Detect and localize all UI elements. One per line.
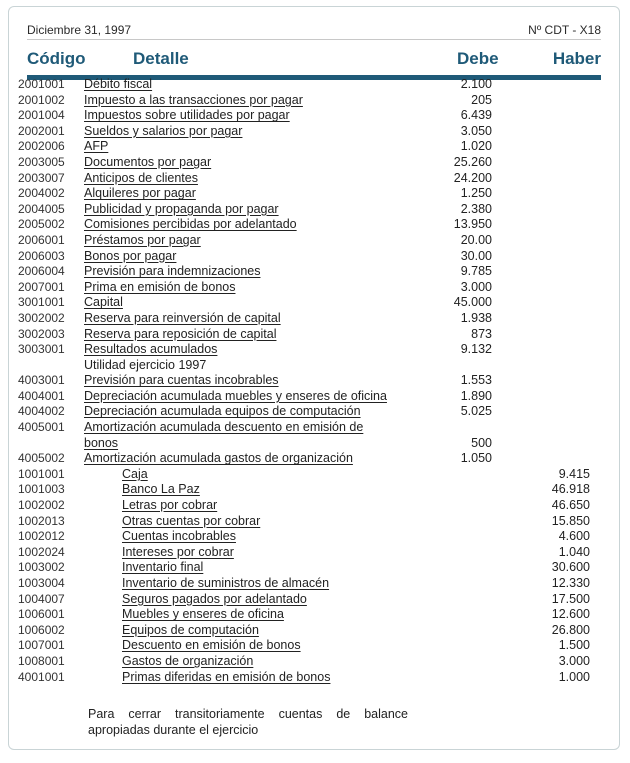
table-row [18,654,594,670]
document-header [27,19,601,40]
account-detail: Documentos por pagar [84,154,212,169]
table-row [18,607,594,623]
account-detail: Otras cuentas por cobrar [122,513,261,528]
table-row [18,280,594,296]
account-code: 4005002 [18,451,65,466]
table-row [18,93,594,109]
debit-amount: 25.260 [453,154,492,169]
debit-amount: 1.020 [460,139,492,154]
account-code: 2006004 [18,264,65,279]
account-detail: Inventario final [122,560,204,575]
account-code: 1002012 [18,529,65,544]
debit-amount: 1.250 [460,186,492,201]
account-detail: Impuesto a las transacciones por pagar [84,92,303,107]
table-row [18,592,594,608]
table-row [18,482,594,498]
account-detail: Caja [122,466,148,481]
account-detail: Seguros pagados por adelantado [122,591,307,606]
table-row [18,529,594,545]
account-code: 1006001 [18,607,65,622]
account-code: 2007001 [18,279,65,294]
table-row [18,467,594,483]
debit-amount: 2.100 [460,77,492,91]
account-detail: Reserva para reposición de capital [84,326,277,341]
account-detail: Publicidad y propaganda por pagar [84,201,279,216]
account-code: 2001004 [18,108,65,123]
account-code: 2004002 [18,186,65,201]
debit-amount: 1.938 [460,310,492,325]
credit-amount: 12.330 [551,576,590,590]
table-row [18,77,594,93]
closing-note: Para cerrar transitoriamente cuentas de balance apropiadas durante el ejercicio [88,707,408,737]
table-row [18,233,594,249]
account-code: 1001001 [18,466,65,481]
account-detail: Sueldos y salarios por pagar [84,123,243,138]
table-row [18,623,594,639]
credit-amount: 1.500 [558,638,590,653]
table-row [18,327,594,343]
debit-amount: 1.890 [460,388,492,403]
account-code: 1002002 [18,498,65,513]
table-row [18,358,594,374]
account-detail: Capital [84,295,123,310]
table-row [18,249,594,265]
account-detail: Reserva para reinversión de capital [84,310,281,325]
table-row [18,171,594,187]
table-row [18,389,594,405]
account-detail: Letras por cobrar [122,498,218,513]
journal-rows [18,77,594,685]
account-code: 1004007 [18,591,65,606]
account-code: 1003002 [18,560,65,575]
debit-amount: 9.785 [460,264,492,279]
credit-amount: 1.000 [558,669,590,684]
account-detail: Previsión para cuentas incobrables [84,373,279,388]
debit-amount: 2.380 [460,201,492,216]
debit-amount: 30.00 [460,248,492,263]
account-code: 4001001 [18,669,65,684]
account-code: 1001003 [18,482,65,497]
account-code: 3002003 [18,326,65,341]
account-detail: Inventario de suministros de almacén [122,576,330,590]
account-code: 4005001 [18,420,65,435]
account-code: 2006003 [18,248,65,263]
account-code: 2001001 [18,77,65,91]
account-code: 4004002 [18,404,65,419]
account-detail: Préstamos por pagar [84,232,201,247]
table-row [18,451,594,467]
credit-amount: 3.000 [558,653,590,668]
debit-amount: 1.050 [460,451,492,466]
table-row [18,404,594,420]
account-detail: Alquileres por pagar [84,186,196,201]
account-detail: Muebles y enseres de oficina [122,607,284,622]
account-code: 2006001 [18,232,65,247]
table-row [18,108,594,124]
table-row [18,217,594,233]
account-code: 2003007 [18,170,65,185]
account-code: 2002006 [18,139,65,154]
debit-amount: 45.000 [453,295,492,310]
account-detail: Utilidad ejercicio 1997 [84,357,207,372]
credit-amount: 46.650 [551,498,590,513]
column-headers [27,45,601,75]
table-row [18,514,594,530]
account-detail: Primas diferidas en emisión de bonos [122,669,331,684]
table-row [18,638,594,654]
table-row [18,576,594,592]
credit-amount: 4.600 [558,529,590,544]
document-date: Diciembre 31, 1997 [27,23,132,37]
document-code: Nº CDT - X18 [528,23,601,37]
credit-amount: 30.600 [551,560,590,575]
debit-amount: 1.553 [460,373,492,388]
column-header-code: Código [27,49,86,68]
debit-amount: 3.050 [460,123,492,138]
credit-amount: 9.415 [558,466,590,481]
debit-amount: 24.200 [453,170,492,185]
account-detail: Bonos por pagar [84,248,177,263]
credit-amount: 12.600 [551,607,590,622]
account-detail: Resultados acumulados [84,342,218,357]
account-detail: Cuentas incobrables [122,529,236,544]
credit-amount: 46.918 [551,482,590,497]
account-code: 1007001 [18,638,65,653]
column-header-debit: Debe [457,49,499,68]
debit-amount: 5.025 [460,404,492,419]
table-row [18,373,594,389]
table-row [18,545,594,561]
account-code: 4004001 [18,388,65,403]
account-code: 1006002 [18,622,65,637]
table-row [18,139,594,155]
account-code: 2003005 [18,154,65,169]
debit-amount: 873 [471,326,492,341]
table-row [18,498,594,514]
account-detail: Amortización acumulada gastos de organización [84,451,353,466]
table-row [18,311,594,327]
debit-amount: 205 [471,92,492,107]
account-code: 1002013 [18,513,65,528]
account-code: 1008001 [18,653,65,668]
account-detail: Impuestos sobre utilidades por pagar [84,108,290,123]
table-row [18,202,594,218]
column-header-credit: Haber [552,49,601,68]
account-detail: Banco La Paz [122,482,200,497]
debit-amount: 500 [471,435,492,450]
credit-amount: 1.040 [558,544,590,559]
account-detail: Amortización acumulada descuento en emisión de bonos [84,420,364,450]
credit-amount: 26.800 [551,622,590,637]
table-row [18,670,594,686]
table-row [18,342,594,358]
account-detail: Gastos de organización [122,653,254,668]
account-code: 2004005 [18,201,65,216]
debit-amount: 6.439 [460,108,492,123]
account-code: 3003001 [18,342,65,357]
table-row [18,186,594,202]
account-code: 3002002 [18,310,65,325]
account-code: 4003001 [18,373,65,388]
debit-amount: 9.132 [460,342,492,357]
account-detail: Depreciación acumulada equipos de computación [84,404,361,419]
account-detail: Débito fiscal [84,77,153,91]
account-code: 2001002 [18,92,65,107]
table-row [18,124,594,140]
debit-amount: 13.950 [453,217,492,232]
column-header-detail: Detalle [133,49,189,68]
account-detail: Previsión para indemnizaciones [84,264,261,279]
table-row [18,420,594,451]
table-row [18,155,594,171]
debit-amount: 20.00 [460,232,492,247]
account-code: 2002001 [18,123,65,138]
account-code: 1002024 [18,544,65,559]
account-detail: Descuento en emisión de bonos [122,638,301,653]
debit-amount: 3.000 [460,279,492,294]
account-detail: Comisiones percibidas por adelantado [84,217,297,232]
account-detail: AFP [84,139,109,154]
account-code: 2005002 [18,217,65,232]
account-detail: Depreciación acumulada muebles y enseres de oficina [84,388,387,403]
account-code: 1003004 [18,576,65,590]
account-code: 3001001 [18,295,65,310]
account-detail: Equipos de computación [122,622,259,637]
account-detail: Prima en emisión de bonos [84,279,236,294]
table-row [18,295,594,311]
account-detail: Intereses por cobrar [122,544,234,559]
account-detail: Anticipos de clientes [84,170,198,185]
credit-amount: 17.500 [551,591,590,606]
table-row [18,560,594,576]
credit-amount: 15.850 [551,513,590,528]
table-row [18,264,594,280]
